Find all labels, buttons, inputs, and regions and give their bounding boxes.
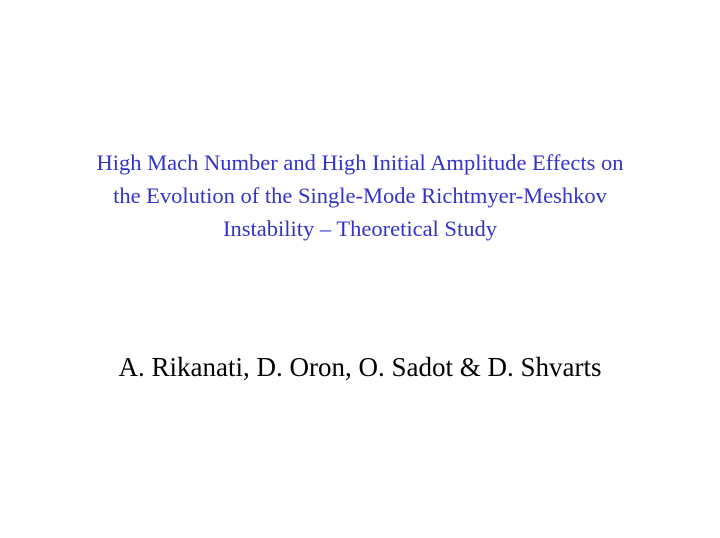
slide-title: [10, 146, 710, 245]
title-line-3: Instability – Theoretical Study: [223, 216, 497, 241]
title-line-1: High Mach Number and High Initial Amplitude Effects on: [96, 150, 624, 175]
title-line-2: the Evolution of the Single-Mode Richtmyer-Meshkov: [113, 183, 607, 208]
authors-line: A. Rikanati, D. Oron, O. Sadot & D. Shvarts: [118, 352, 602, 382]
